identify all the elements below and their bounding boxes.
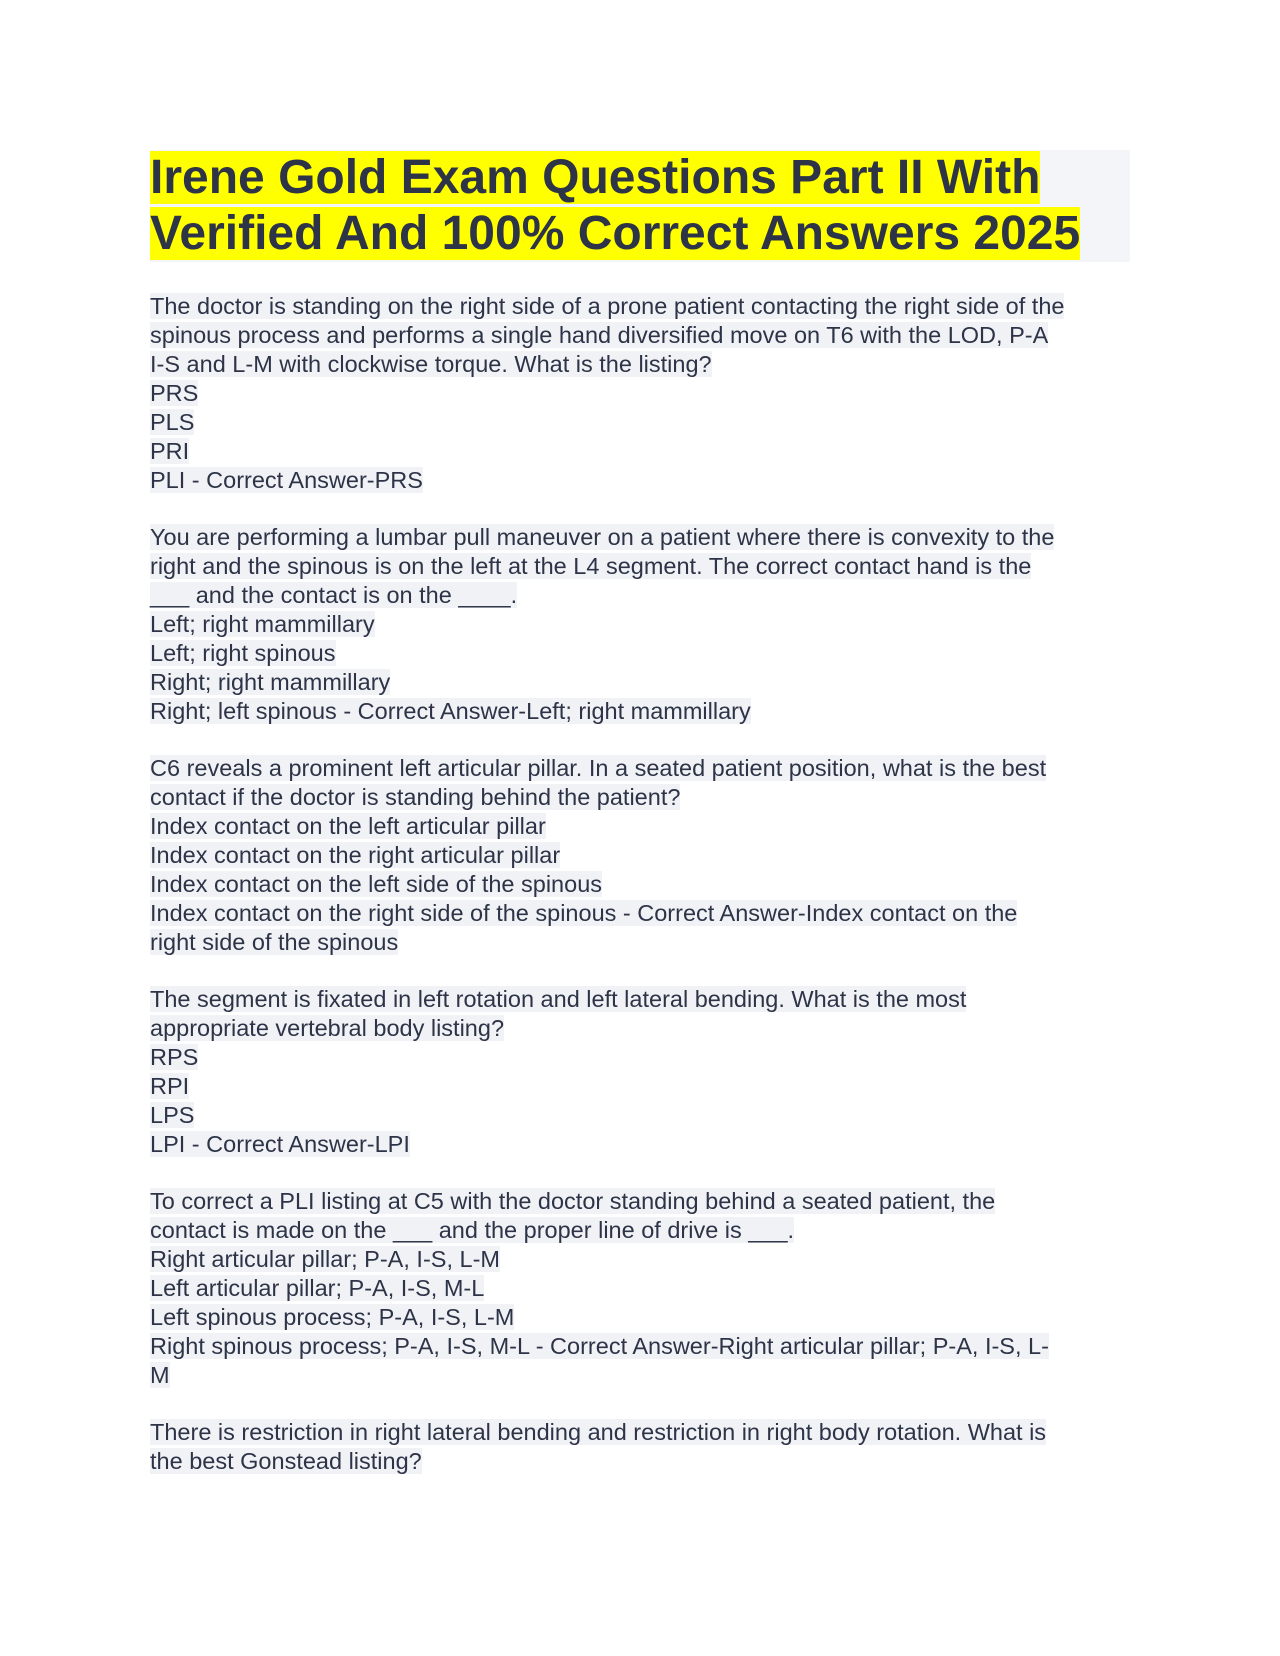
text-line-content: I-S and L-M with clockwise torque. What is the listing? bbox=[150, 351, 712, 377]
text-line-content: C6 reveals a prominent left articular pillar. In a seated patient position, what is the best bbox=[150, 755, 1047, 781]
text-line-content: Right articular pillar; P-A, I-S, L-M bbox=[150, 1246, 500, 1272]
text-line bbox=[150, 437, 1130, 466]
text-line-content: contact is made on the ___ and the proper line of drive is ___. bbox=[150, 1217, 795, 1243]
text-line-content: ___ and the contact is on the ____. bbox=[150, 582, 518, 608]
text-line bbox=[150, 1072, 1130, 1101]
text-line bbox=[150, 870, 1130, 899]
text-line bbox=[150, 1303, 1130, 1332]
text-line-content: appropriate vertebral body listing? bbox=[150, 1015, 505, 1041]
text-line bbox=[150, 292, 1130, 321]
question-block bbox=[150, 1418, 1130, 1476]
text-line bbox=[150, 379, 1130, 408]
text-line-content: LPS bbox=[150, 1102, 195, 1128]
text-line bbox=[150, 841, 1130, 870]
text-line-content: PRI bbox=[150, 438, 190, 464]
text-line-content: The segment is fixated in left rotation and left lateral bending. What is the most bbox=[150, 986, 967, 1012]
text-line bbox=[150, 1447, 1130, 1476]
text-line-content: Left spinous process; P-A, I-S, L-M bbox=[150, 1304, 515, 1330]
question-block bbox=[150, 985, 1130, 1159]
text-line bbox=[150, 1101, 1130, 1130]
text-line-content: PLI - Correct Answer-PRS bbox=[150, 467, 423, 493]
text-line-content: Index contact on the left articular pillar bbox=[150, 813, 546, 839]
text-line-content: Right spinous process; P-A, I-S, M-L - Correct Answer-Right articular pillar; P-A, I-S, L- bbox=[150, 1333, 1049, 1359]
text-line bbox=[150, 1274, 1130, 1303]
text-line-content: LPI - Correct Answer-LPI bbox=[150, 1131, 410, 1157]
text-line-content: To correct a PLI listing at C5 with the doctor standing behind a seated patient, the bbox=[150, 1188, 996, 1214]
text-line bbox=[150, 581, 1130, 610]
text-line bbox=[150, 1361, 1130, 1390]
text-line bbox=[150, 668, 1130, 697]
text-line-content: There is restriction in right lateral bending and restriction in right body rotation. What is bbox=[150, 1419, 1047, 1445]
question-block bbox=[150, 523, 1130, 726]
text-line bbox=[150, 321, 1130, 350]
text-line-content: Left; right spinous bbox=[150, 640, 336, 666]
question-block bbox=[150, 292, 1130, 495]
text-line-content: the best Gonstead listing? bbox=[150, 1448, 422, 1474]
text-line-content: Left; right mammillary bbox=[150, 611, 375, 637]
question-list bbox=[150, 292, 1130, 1476]
text-line bbox=[150, 552, 1130, 581]
text-line bbox=[150, 899, 1130, 928]
text-line bbox=[150, 1014, 1130, 1043]
question-block bbox=[150, 1187, 1130, 1390]
text-line bbox=[150, 754, 1130, 783]
text-line-content: The doctor is standing on the right side of a prone patient contacting the right side of the bbox=[150, 293, 1065, 319]
text-line bbox=[150, 697, 1130, 726]
text-line bbox=[150, 1187, 1130, 1216]
text-line bbox=[150, 985, 1130, 1014]
title-line-2: Verified And 100% Correct Answers 2025 bbox=[150, 207, 1081, 260]
text-line-content: PRS bbox=[150, 380, 199, 406]
text-line bbox=[150, 928, 1130, 957]
text-line-content: Left articular pillar; P-A, I-S, M-L bbox=[150, 1275, 485, 1301]
text-line bbox=[150, 783, 1130, 812]
title-line-1: Irene Gold Exam Questions Part II With bbox=[150, 151, 1041, 204]
text-line bbox=[150, 523, 1130, 552]
question-block bbox=[150, 754, 1130, 957]
text-line bbox=[150, 639, 1130, 668]
text-line-content: Right; right mammillary bbox=[150, 669, 391, 695]
text-line-content: contact if the doctor is standing behind the patient? bbox=[150, 784, 681, 810]
text-line-content: Right; left spinous - Correct Answer-Left; right mammillary bbox=[150, 698, 751, 724]
text-line bbox=[150, 1216, 1130, 1245]
text-line-content: PLS bbox=[150, 409, 195, 435]
text-line bbox=[150, 1043, 1130, 1072]
text-line-content: Index contact on the right side of the spinous - Correct Answer-Index contact on the bbox=[150, 900, 1018, 926]
document-title bbox=[150, 150, 1130, 262]
text-line-content: right and the spinous is on the left at the L4 segment. The correct contact hand is the bbox=[150, 553, 1032, 579]
text-line-content: RPI bbox=[150, 1073, 190, 1099]
text-line bbox=[150, 1332, 1130, 1361]
text-line-content: RPS bbox=[150, 1044, 199, 1070]
text-line-content: Index contact on the left side of the spinous bbox=[150, 871, 603, 897]
text-line bbox=[150, 812, 1130, 841]
text-line bbox=[150, 610, 1130, 639]
text-line bbox=[150, 466, 1130, 495]
text-line-content: M bbox=[150, 1362, 170, 1388]
text-line-content: right side of the spinous bbox=[150, 929, 399, 955]
text-line bbox=[150, 1418, 1130, 1447]
text-line bbox=[150, 1130, 1130, 1159]
text-line bbox=[150, 408, 1130, 437]
text-line bbox=[150, 350, 1130, 379]
text-line-content: You are performing a lumbar pull maneuver on a patient where there is convexity to the bbox=[150, 524, 1055, 550]
text-line bbox=[150, 1245, 1130, 1274]
document-page bbox=[150, 150, 1130, 1476]
text-line-content: Index contact on the right articular pillar bbox=[150, 842, 561, 868]
text-line-content: spinous process and performs a single hand diversified move on T6 with the LOD, P-A bbox=[150, 322, 1049, 348]
